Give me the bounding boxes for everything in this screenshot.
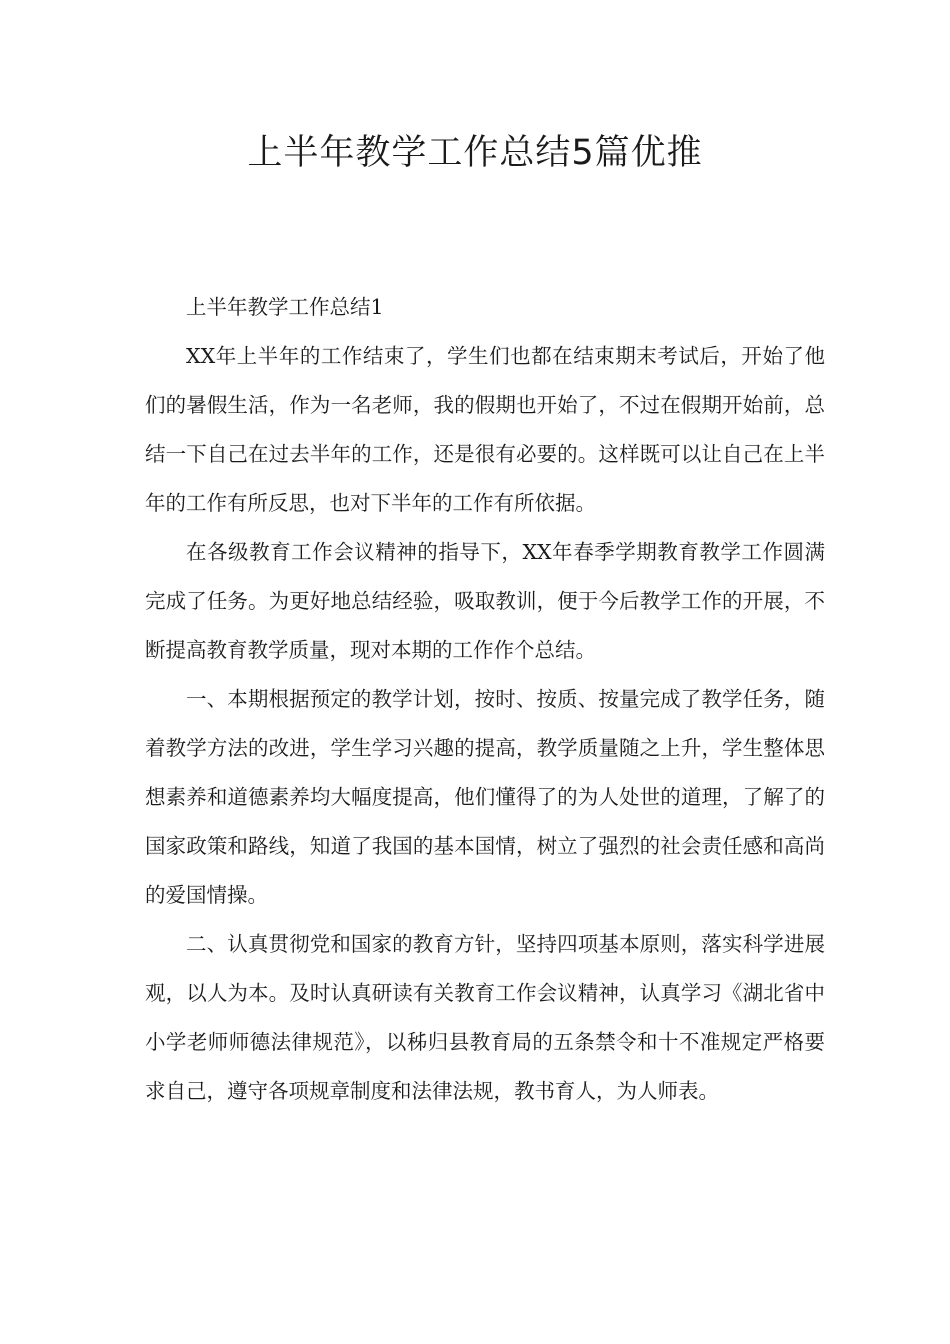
paragraph-2: 在各级教育工作会议精神的指导下，XX年春季学期教育教学工作圆满完成了任务。为更好地总结经验，吸取教训，便于今后教学工作的开展，不断提高教育教学质量，现对本期的工作作个总结。 [145, 540, 825, 662]
paragraph-1: XX年上半年的工作结束了，学生们也都在结束期末考试后，开始了他们的暑假生活，作为一名老师，我的假期也开始了，不过在假期开始前，总结一下自己在过去半年的工作，还是很有必要的。这样既可以让自己在上半年的工作有所反思，也对下半年的工作有所依据。 [145, 344, 825, 515]
paragraph-4: 二、认真贯彻党和国家的教育方针，坚持四项基本原则，落实科学进展观，以人为本。及时认真研读有关教育工作会议精神，认真学习《湖北省中小学老师师德法律规范》，以秭归县教育局的五条禁令和十不准规定严格要求自己，遵守各项规章制度和法律法规，教书育人，为人师表。 [145, 932, 825, 1103]
document-body [145, 283, 825, 1116]
paragraph-3: 一、本期根据预定的教学计划，按时、按质、按量完成了教学任务，随着教学方法的改进，学生学习兴趣的提高，教学质量随之上升，学生整体思想素养和道德素养均大幅度提高，他们懂得了的为人处世的道理，了解了的国家政策和路线，知道了我国的基本国情，树立了强烈的社会责任感和高尚的爱国情操。 [145, 687, 825, 907]
document-title: 上半年教学工作总结5篇优推 [247, 133, 703, 173]
section-heading: 上半年教学工作总结1 [186, 295, 384, 319]
